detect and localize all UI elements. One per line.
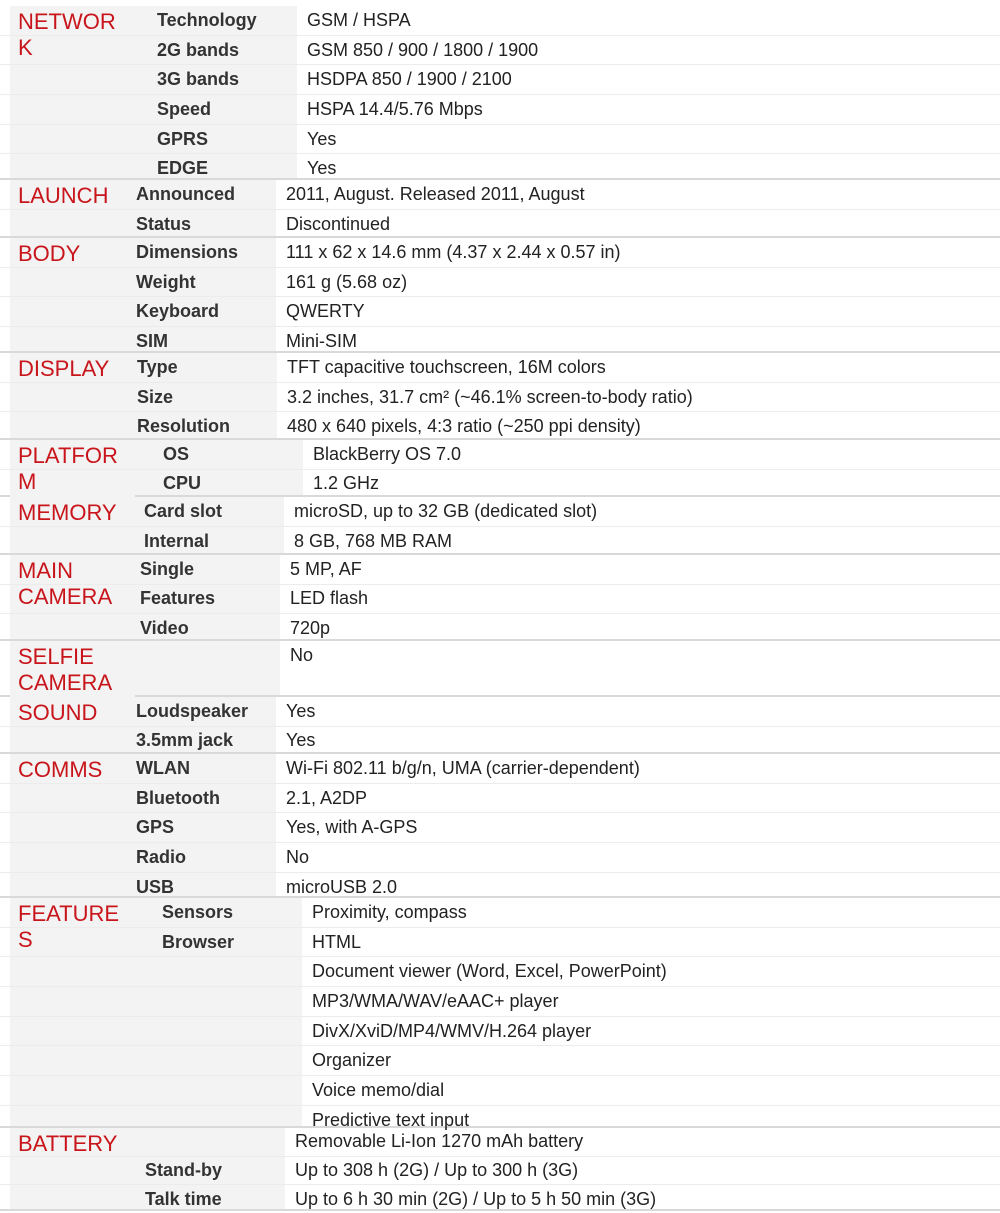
spec-label: SIM (136, 330, 169, 351)
spec-label: 3G bands (157, 69, 240, 90)
spec-label: Bluetooth (136, 787, 220, 808)
spec-label: EDGE (157, 158, 209, 179)
spec-row (0, 754, 1000, 784)
category-title: PLATFORM (10, 440, 135, 498)
spec-value: 161 g (5.68 oz) (286, 271, 408, 292)
spec-value: 5 MP, AF (290, 558, 362, 579)
section-display (0, 353, 1000, 440)
spec-row (0, 353, 1000, 383)
spec-value: 2.1, A2DP (286, 787, 368, 808)
spec-row (0, 470, 1000, 499)
spec-label: Browser (162, 931, 235, 952)
spec-value: GSM 850 / 900 / 1800 / 1900 (307, 39, 539, 60)
spec-row (0, 928, 1000, 958)
spec-row (0, 297, 1000, 327)
spec-value: Voice memo/dial (312, 1079, 445, 1100)
spec-value: Wi-Fi 802.11 b/g/n, UMA (carrier-dependent) (286, 757, 640, 778)
spec-label: Loudspeaker (136, 700, 249, 721)
spec-label: Weight (136, 271, 196, 292)
spec-value: DivX/XviD/MP4/WMV/H.264 player (312, 1020, 592, 1041)
section-comms (0, 754, 1000, 898)
spec-row (0, 65, 1000, 95)
spec-row (0, 641, 1000, 670)
section-network (0, 6, 1000, 180)
spec-label: Talk time (145, 1188, 222, 1209)
spec-row (0, 1076, 1000, 1106)
category-title: FEATURES (10, 898, 135, 956)
spec-value: Yes (307, 128, 337, 149)
spec-value: Yes (307, 158, 337, 179)
spec-label: OS (163, 443, 190, 464)
category-title: BATTERY (10, 1128, 135, 1160)
spec-label: Card slot (144, 500, 223, 521)
section-sound (0, 697, 1000, 754)
spec-value: Up to 308 h (2G) / Up to 300 h (3G) (295, 1159, 579, 1180)
spec-row (0, 180, 1000, 210)
category-title: COMMS (10, 754, 135, 786)
spec-label: GPS (136, 817, 175, 838)
spec-label: Keyboard (136, 301, 220, 322)
spec-value: microSD, up to 32 GB (dedicated slot) (294, 500, 598, 521)
spec-value: 480 x 640 pixels, 4:3 ratio (~250 ppi density) (287, 416, 641, 437)
spec-label: Stand-by (145, 1159, 223, 1180)
spec-value: microUSB 2.0 (286, 876, 398, 897)
spec-label: CPU (163, 473, 202, 494)
spec-value: Mini-SIM (286, 330, 357, 351)
spec-row (0, 412, 1000, 441)
spec-value: Proximity, compass (312, 901, 467, 922)
spec-label: Video (140, 618, 189, 639)
spec-row (0, 268, 1000, 298)
spec-row (0, 383, 1000, 413)
spec-row (0, 497, 1000, 527)
spec-value: QWERTY (286, 301, 365, 322)
spec-row (0, 784, 1000, 814)
spec-row (0, 813, 1000, 843)
spec-label: WLAN (136, 757, 190, 778)
category-title: MAIN CAMERA (10, 555, 135, 613)
spec-row (0, 154, 1000, 183)
spec-row (0, 210, 1000, 239)
spec-row (0, 1157, 1000, 1186)
spec-label: Single (140, 558, 195, 579)
category-title: SOUND (10, 697, 135, 729)
category-title: SELFIE CAMERA (10, 641, 135, 699)
section-platform (0, 440, 1000, 497)
spec-label: 2G bands (157, 39, 240, 60)
spec-row (0, 555, 1000, 585)
spec-row (0, 1185, 1000, 1213)
spec-label: Radio (136, 846, 187, 867)
spec-row (0, 1046, 1000, 1076)
spec-value: GSM / HSPA (307, 9, 411, 30)
spec-value: TFT capacitive touchscreen, 16M colors (287, 356, 606, 377)
spec-row (0, 95, 1000, 125)
category-title: BODY (10, 238, 135, 270)
spec-label: Technology (157, 9, 257, 30)
spec-label: 3.5mm jack (136, 730, 234, 751)
spec-label: Speed (157, 98, 212, 119)
spec-value: 8 GB, 768 MB RAM (294, 530, 453, 551)
spec-row (0, 327, 1000, 356)
spec-value: Yes (286, 700, 316, 721)
spec-row (0, 527, 1000, 556)
spec-label: Type (137, 356, 178, 377)
category-title: NETWORK (10, 6, 135, 64)
spec-row (0, 125, 1000, 155)
spec-label: Dimensions (136, 241, 239, 262)
spec-value: 720p (290, 618, 331, 639)
category-title: LAUNCH (10, 180, 135, 212)
spec-value: BlackBerry OS 7.0 (313, 443, 462, 464)
spec-row (0, 957, 1000, 987)
spec-value: Removable Li-Ion 1270 mAh battery (295, 1131, 584, 1152)
section-launch (0, 180, 1000, 238)
spec-row (0, 1128, 1000, 1157)
spec-row (0, 238, 1000, 268)
spec-value: Yes (286, 730, 316, 751)
section-main-camera (0, 555, 1000, 641)
section-battery (0, 1128, 1000, 1211)
spec-value: Up to 6 h 30 min (2G) / Up to 5 h 50 min (3G) (295, 1188, 657, 1209)
spec-value: Yes, with A-GPS (286, 817, 418, 838)
spec-value: No (290, 644, 314, 665)
spec-label: Sensors (162, 901, 234, 922)
spec-label: Size (137, 386, 174, 407)
spec-label: Features (140, 588, 216, 609)
category-title: DISPLAY (10, 353, 135, 385)
spec-value: 3.2 inches, 31.7 cm² (~46.1% screen-to-body ratio) (287, 386, 693, 407)
spec-label: Resolution (137, 416, 230, 437)
spec-value: HSPA 14.4/5.76 Mbps (307, 98, 483, 119)
spec-label: Internal (144, 530, 210, 551)
spec-value: HTML (312, 931, 361, 952)
section-selfie-camera (0, 641, 1000, 697)
spec-value: MP3/WMA/WAV/eAAC+ player (312, 990, 559, 1011)
spec-row (0, 727, 1000, 756)
spec-value: 1.2 GHz (313, 473, 380, 494)
spec-label: Announced (136, 183, 235, 204)
spec-row (0, 6, 1000, 36)
spec-value: LED flash (290, 588, 369, 609)
spec-row (0, 697, 1000, 727)
spec-value: Discontinued (286, 213, 391, 234)
spec-value: 2011, August. Released 2011, August (286, 183, 585, 204)
section-body (0, 238, 1000, 353)
spec-value: Organizer (312, 1050, 392, 1071)
spec-row (0, 36, 1000, 66)
spec-value: 111 x 62 x 14.6 mm (4.37 x 2.44 x 0.57 in) (286, 241, 621, 262)
spec-label: GPRS (157, 128, 209, 149)
spec-value: HSDPA 850 / 1900 / 2100 (307, 69, 512, 90)
section-memory (0, 497, 1000, 555)
spec-value: No (286, 846, 310, 867)
spec-row (0, 1017, 1000, 1047)
section-features (0, 898, 1000, 1128)
spec-row (0, 614, 1000, 643)
spec-value: Document viewer (Word, Excel, PowerPoint) (312, 961, 667, 982)
spec-row (0, 843, 1000, 873)
spec-row (0, 898, 1000, 928)
spec-row (0, 987, 1000, 1017)
spec-row (0, 585, 1000, 615)
spec-value: Predictive text input (312, 1109, 470, 1130)
spec-label: Status (136, 213, 192, 234)
category-title: MEMORY (10, 497, 135, 529)
spec-row (0, 440, 1000, 470)
spec-label: USB (136, 876, 175, 897)
